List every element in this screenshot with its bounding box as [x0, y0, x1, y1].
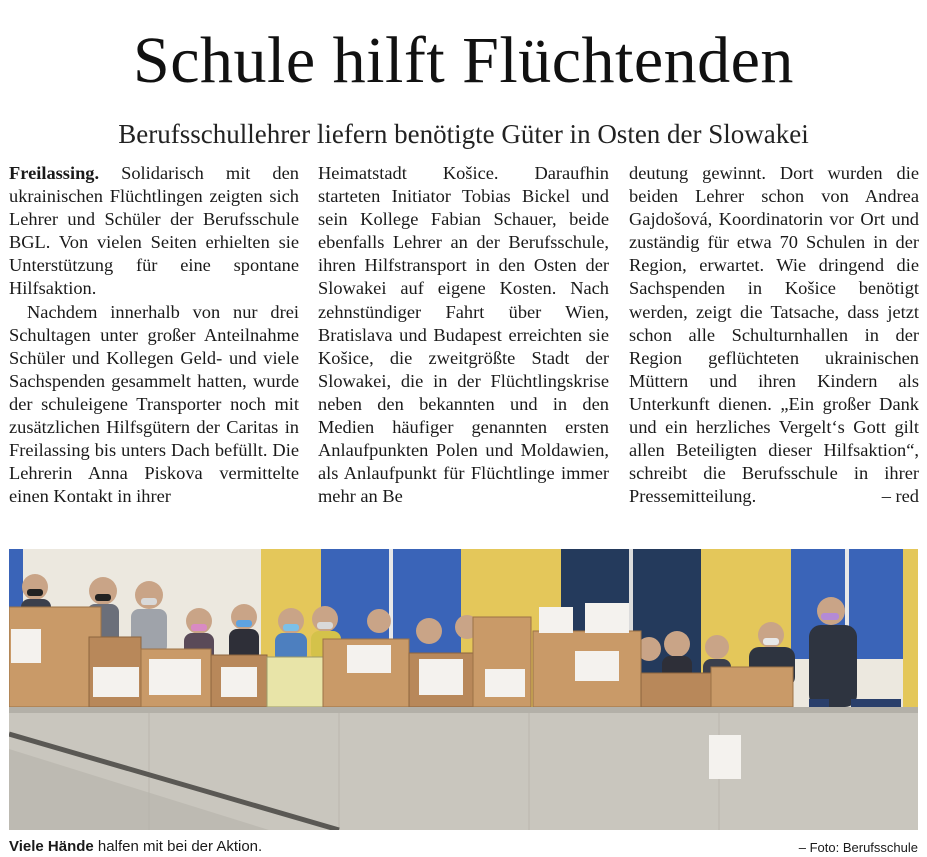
group-photo-illustration [9, 549, 918, 830]
caption-text: halfen mit bei der Aktion. [93, 838, 263, 855]
signoff: – red [881, 486, 919, 507]
paragraph-2: Nachdem innerhalb von nur drei Schultagen unter großer Anteilnahme Schüler und Kollegen Geld- und viele Sachspenden gesammelt hatten, wurde der schuleigene Transporter noch mit zusätzlichen Hilfsgütern der Caritas in Freilassing bis unters Dach befüllt. Die Lehrerin Anna Piskova vermittelte einen Kontakt in ihrer [9, 301, 299, 507]
paragraph-1-text: Solidarisch mit den ukrainischen Flüchtlingen zeigten sich Lehrer und Schüler der Berufsschule BGL. Von vielen Seiten erhielten sie Unterstützung für eine spontane Hilfsaktion. [9, 163, 299, 299]
paragraph-4-text: deutung gewinnt. Dort wurden die beiden Lehrer schon von Andrea Gajdošová, Koordinatorin vor Ort und zuständig für etwa 70 Schulen in der Region, erwartet. Wie dringend die Sachspenden in Košice benötigt werden, zeigt die Tatsache, dass jetzt schon alle Schulturnhallen in der Region geflüchteten ukrainischen Müttern und ihren Kindern als Unterkunft dienen. „Ein großer Dank und ein herzliches Vergelt‘s Gott gilt allen Beteiligten dieser Hilfsaktion“, schreibt die Berufsschule in ihrer Pressemitteilung. [629, 163, 919, 507]
headline: Schule hilft Flüchtenden [133, 24, 794, 97]
caption-bold: Viele Hände [9, 838, 94, 855]
paragraph-4 [629, 162, 919, 508]
article-column-1 [9, 162, 299, 534]
wall-top-edge [9, 707, 918, 713]
photo-credit: – Foto: Berufsschule [798, 840, 918, 855]
article-column-2 [318, 162, 609, 534]
article-column-3 [629, 162, 919, 534]
photo-caption [9, 838, 262, 856]
dateline: Freilassing. [9, 163, 100, 183]
wall-notice [709, 735, 741, 779]
article-photo [9, 549, 918, 830]
paragraph-1 [9, 162, 299, 301]
paragraph-3: Heimatstadt Košice. Daraufhin starteten Initiator Tobias Bickel und sein Kollege Fabian Schauer, beide ebenfalls Lehrer an der Berufsschule, ihren Hilfstransport in den Osten der Slowakei auf eigene Kosten. Nach zehnstündiger Fahrt über Wien, Bratislava und Budapest erreichten sie Košice, die zweitgrößte Stadt der Slowakei, die in der Flüchtlingskrise neben den bekannten und in den Medien häufiger genannten ersten Anlaufpunkten Polen und Moldawien, als Anlaufpunkt für Flüchtlinge immer mehr an Be [318, 163, 609, 507]
wall-yellow-edge [903, 549, 918, 709]
subheadline: Berufsschullehrer liefern benötigte Güter in Osten der Slowakei [118, 119, 809, 149]
